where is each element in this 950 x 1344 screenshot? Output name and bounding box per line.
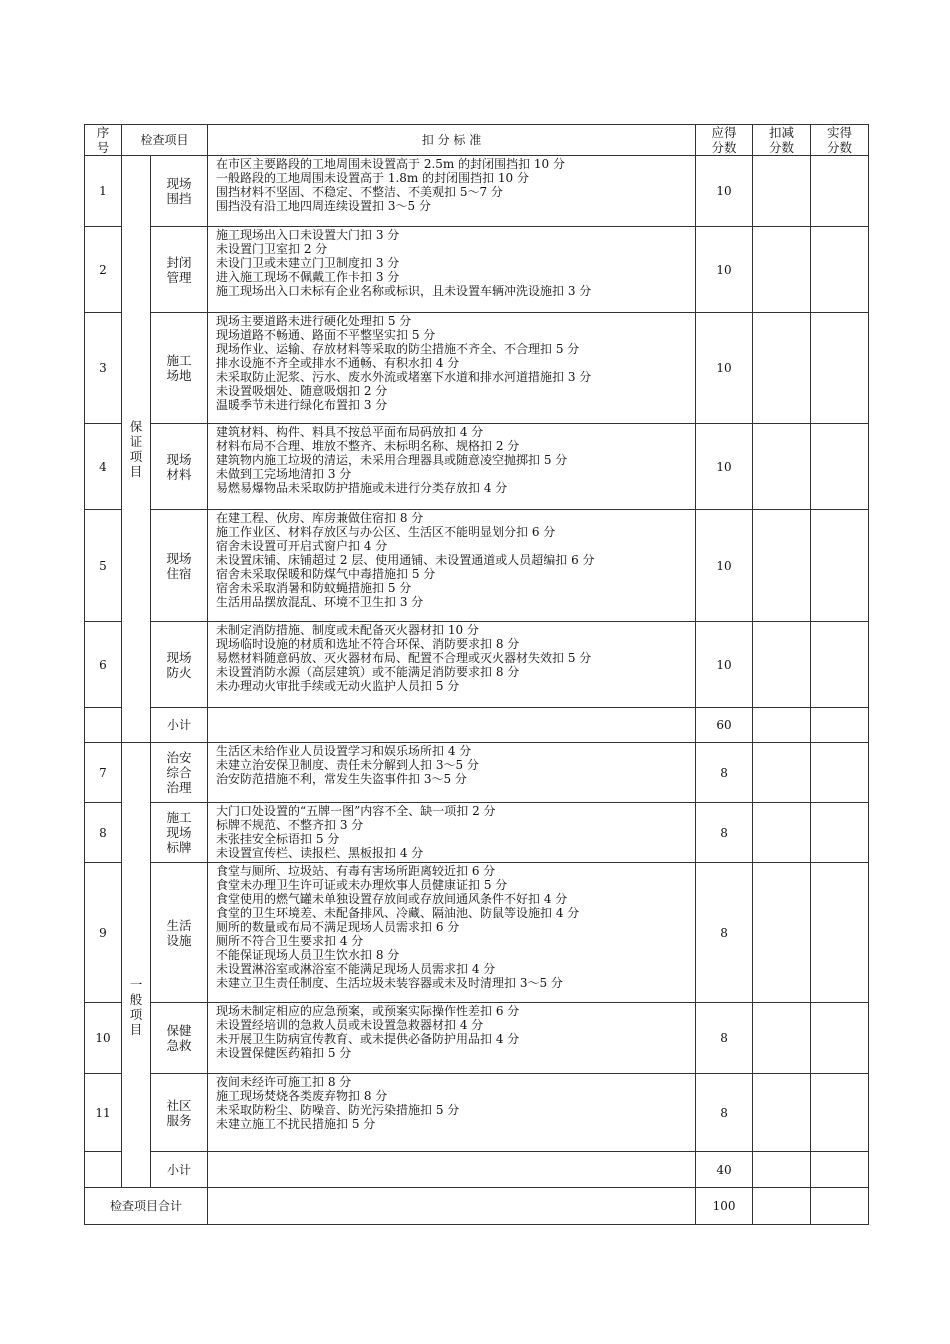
- criteria-line: 现场未制定相应的应急预案，或预案实际操作性差扣 6 分: [216, 1004, 520, 1018]
- criteria-line: 厕所不符合卫生要求扣 4 分: [216, 934, 364, 948]
- criteria-line: 未张挂安全标语扣 5 分: [216, 832, 340, 846]
- item-name-text: 社区服务: [166, 1097, 192, 1128]
- criteria-line: 食堂的卫生环境差、未配备排风、冷藏、隔油池、防鼠等设施扣 4 分: [216, 906, 580, 920]
- deduct-score: [753, 227, 811, 313]
- criteria-line: 宿舍未采取消暑和防蚊蝇措施扣 5 分: [216, 581, 412, 595]
- criteria-line: 易燃材料随意码放、灭火器材布局、配置不合理或灭火器材失效扣 5 分: [216, 651, 592, 665]
- criteria-line: 建筑材料、构件、料具不按总平面布局码放扣 4 分: [216, 425, 484, 439]
- due-score: 10: [696, 156, 753, 227]
- due-score: 10: [696, 510, 753, 622]
- criteria-cell: [208, 1003, 696, 1074]
- due-score: 10: [696, 622, 753, 708]
- category-guarantee: [122, 156, 151, 743]
- item-name: [151, 803, 208, 863]
- header-due: 应得分数: [696, 125, 753, 156]
- actual-score: [811, 1003, 869, 1074]
- criteria-line: 未设置保健医药箱扣 5 分: [216, 1046, 352, 1060]
- criteria-line: 现场临时设施的材质和选址不符合环保、消防要求扣 8 分: [216, 637, 520, 651]
- criteria-line: 未设置消防水源（高层建筑）或不能满足消防要求扣 8 分: [216, 665, 520, 679]
- criteria-line: 未做到工完场地清扣 3 分: [216, 467, 352, 481]
- criteria-line: 未建立治安保卫制度、责任未分解到人扣 3～5 分: [216, 758, 479, 772]
- item-name-text: 封闭管理: [166, 254, 192, 285]
- row-number: 8: [85, 803, 122, 863]
- criteria-line: 未设置淋浴室或淋浴室不能满足现场人员需求扣 4 分: [216, 962, 496, 976]
- table-row: [85, 803, 869, 863]
- header-criteria: 扣 分 标 准: [208, 125, 696, 156]
- criteria-line: 建筑物内施工垃圾的清运，未采用合理器具或随意凌空抛掷扣 5 分: [216, 453, 568, 467]
- criteria-cell: [208, 510, 696, 622]
- criteria-cell: [208, 1152, 696, 1188]
- criteria-line: 夜间未经许可施工扣 8 分: [216, 1075, 352, 1089]
- criteria-line: 未采取防止泥浆、污水、废水外流或堵塞下水道和排水河道措施扣 3 分: [216, 370, 592, 384]
- actual-score: [811, 313, 869, 424]
- actual-score: [811, 156, 869, 227]
- criteria-line: 未制定消防措施、制度或未配备灭火器材扣 10 分: [216, 623, 479, 637]
- item-name: [151, 1074, 208, 1152]
- criteria-line: 治安防范措施不利，常发生失盗事件扣 3～5 分: [216, 772, 467, 786]
- criteria-line: 在市区主要路段的工地周围未设置高于 2.5m 的封闭围挡扣 10 分: [216, 157, 566, 171]
- criteria-cell: [208, 708, 696, 743]
- actual-score: [811, 622, 869, 708]
- item-name-text: 治安综合治理: [166, 750, 192, 795]
- criteria-line: 食堂未办理卫生许可证或未办理炊事人员健康证扣 5 分: [216, 878, 508, 892]
- deduct-score: [753, 510, 811, 622]
- category-guarantee-text: 保证项目: [129, 419, 143, 479]
- deduct-score: [753, 743, 811, 803]
- criteria-line: 围挡材料不坚固、不稳定、不整洁、不美观扣 5～7 分: [216, 185, 503, 199]
- criteria-line: 大门口处设置的“五牌一图”内容不全、缺一项扣 2 分: [216, 804, 496, 818]
- row-number: 3: [85, 313, 122, 424]
- criteria-cell: [208, 227, 696, 313]
- criteria-cell: [208, 424, 696, 510]
- item-name-text: 现场住宿: [166, 550, 192, 581]
- criteria-line: 未开展卫生防病宣传教育、或未提供必备防护用品扣 4 分: [216, 1032, 520, 1046]
- header-seq: 序号: [85, 125, 122, 156]
- criteria-line: 标牌不规范、不整齐扣 3 分: [216, 818, 364, 832]
- due-score: 10: [696, 424, 753, 510]
- criteria-line: 施工现场出入口未设置大门扣 3 分: [216, 228, 400, 242]
- due-score: 8: [696, 1003, 753, 1074]
- criteria-line: 不能保证现场人员卫生饮水扣 8 分: [216, 948, 400, 962]
- actual-score: [811, 1188, 869, 1225]
- row-number: 6: [85, 622, 122, 708]
- row-number: 4: [85, 424, 122, 510]
- due-score: 10: [696, 313, 753, 424]
- deduct-score: [753, 803, 811, 863]
- table-row: [85, 424, 869, 510]
- inspection-table: [84, 124, 869, 1225]
- actual-score: [811, 510, 869, 622]
- table-row: [85, 510, 869, 622]
- subtotal-score: 40: [696, 1152, 753, 1188]
- actual-score: [811, 863, 869, 1003]
- category-general-text: 一般项目: [129, 977, 143, 1037]
- table-row: [85, 622, 869, 708]
- due-score: 8: [696, 803, 753, 863]
- criteria-line: 未设置床铺、床铺超过 2 层、使用通铺、未设置通道或人员超编扣 6 分: [216, 553, 595, 567]
- criteria-cell: [208, 803, 696, 863]
- subtotal-row: [85, 708, 869, 743]
- row-number: 11: [85, 1074, 122, 1152]
- criteria-line: 未建立卫生责任制度、生活垃圾未装容器或未及时清理扣 3～5 分: [216, 976, 563, 990]
- due-score: 8: [696, 863, 753, 1003]
- criteria-line: 现场作业、运输、存放材料等采取的防尘措施不齐全、不合理扣 5 分: [216, 342, 580, 356]
- deduct-score: [753, 424, 811, 510]
- table-row: [85, 1074, 869, 1152]
- row-number: [85, 708, 122, 743]
- item-name: [151, 156, 208, 227]
- criteria-line: 一般路段的工地周围未设置高于 1.8m 的封闭围挡扣 10 分: [216, 171, 530, 185]
- criteria-line: 未采取防粉尘、防噪音、防光污染措施扣 5 分: [216, 1103, 460, 1117]
- criteria-line: 未设置宣传栏、读报栏、黑板报扣 4 分: [216, 846, 424, 860]
- row-number: 2: [85, 227, 122, 313]
- item-name-text: 施工现场标牌: [166, 810, 192, 855]
- criteria-cell: [208, 622, 696, 708]
- due-score: 8: [696, 743, 753, 803]
- criteria-line: 宿舍未设置可开启式窗户扣 4 分: [216, 539, 388, 553]
- subtotal-score: 60: [696, 708, 753, 743]
- subtotal-label: 小计: [151, 708, 208, 743]
- deduct-score: [753, 313, 811, 424]
- header-deduct: 扣减分数: [753, 125, 811, 156]
- deduct-score: [753, 1188, 811, 1225]
- item-name: [151, 743, 208, 803]
- criteria-line: 未建立施工不扰民措施扣 5 分: [216, 1117, 376, 1131]
- criteria-line: 在建工程、伙房、库房兼做住宿扣 8 分: [216, 511, 424, 525]
- criteria-line: 生活用品摆放混乱、环境不卫生扣 3 分: [216, 595, 424, 609]
- row-number: 1: [85, 156, 122, 227]
- subtotal-row: [85, 1152, 869, 1188]
- actual-score: [811, 424, 869, 510]
- subtotal-label: 小计: [151, 1152, 208, 1188]
- criteria-cell: [208, 156, 696, 227]
- row-number: 10: [85, 1003, 122, 1074]
- criteria-line: 未设置吸烟处、随意吸烟扣 2 分: [216, 384, 388, 398]
- item-name: [151, 510, 208, 622]
- criteria-line: 现场主要道路未进行硬化处理扣 5 分: [216, 314, 412, 328]
- item-name-text: 生活设施: [166, 917, 192, 948]
- due-score: 10: [696, 227, 753, 313]
- criteria-line: 未设置经培训的急救人员或未设置急救器材扣 4 分: [216, 1018, 484, 1032]
- actual-score: [811, 708, 869, 743]
- actual-score: [811, 803, 869, 863]
- row-number: 5: [85, 510, 122, 622]
- table-row: [85, 863, 869, 1003]
- actual-score: [811, 1152, 869, 1188]
- criteria-line: 生活区未给作业人员设置学习和娱乐场所扣 4 分: [216, 744, 472, 758]
- deduct-score: [753, 1074, 811, 1152]
- item-name: [151, 424, 208, 510]
- criteria-line: 未设置门卫室扣 2 分: [216, 242, 328, 256]
- criteria-line: 温暖季节未进行绿化布置扣 3 分: [216, 398, 388, 412]
- item-name: [151, 1003, 208, 1074]
- row-number: [85, 1152, 122, 1188]
- header-item: 检查项目: [122, 125, 208, 156]
- criteria-line: 易燃易爆物品未采取防护措施或未进行分类存放扣 4 分: [216, 481, 508, 495]
- item-name-text: 现场防火: [166, 649, 192, 680]
- item-name-text: 现场围挡: [166, 176, 192, 206]
- item-name: [151, 622, 208, 708]
- actual-score: [811, 743, 869, 803]
- header-actual: 实得分数: [811, 125, 869, 156]
- due-score: 8: [696, 1074, 753, 1152]
- item-name: [151, 313, 208, 424]
- criteria-line: 宿舍未采取保暖和防煤气中毒措施扣 5 分: [216, 567, 436, 581]
- criteria-line: 进入施工现场不佩戴工作卡扣 3 分: [216, 270, 400, 284]
- criteria-line: 施工现场焚烧各类废弃物扣 8 分: [216, 1089, 388, 1103]
- criteria-line: 施工现场出入口未标有企业名称或标识，且未设置车辆冲洗设施扣 3 分: [216, 284, 592, 298]
- criteria-line: 围挡没有沿工地四周连续设置扣 3～5 分: [216, 199, 431, 213]
- criteria-line: 未设门卫或未建立门卫制度扣 3 分: [216, 256, 400, 270]
- item-name: [151, 227, 208, 313]
- table-row: [85, 156, 869, 227]
- criteria-line: 食堂与厕所、垃圾站、有毒有害场所距离较近扣 6 分: [216, 864, 496, 878]
- deduct-score: [753, 708, 811, 743]
- total-label: 检查项目合计: [85, 1188, 208, 1225]
- criteria-line: 施工作业区、材料存放区与办公区、生活区不能明显划分扣 6 分: [216, 525, 556, 539]
- criteria-line: 未办理动火审批手续或无动火监护人员扣 5 分: [216, 679, 460, 693]
- deduct-score: [753, 1003, 811, 1074]
- row-number: 7: [85, 743, 122, 803]
- criteria-cell: [208, 743, 696, 803]
- table-row: [85, 313, 869, 424]
- criteria-cell: [208, 1074, 696, 1152]
- item-name: [151, 863, 208, 1003]
- criteria-cell: [208, 1188, 696, 1225]
- criteria-cell: [208, 313, 696, 424]
- item-name-text: 保健急救: [166, 1023, 192, 1053]
- header-row: [85, 125, 869, 156]
- total-score: 100: [696, 1188, 753, 1225]
- actual-score: [811, 1074, 869, 1152]
- deduct-score: [753, 1152, 811, 1188]
- table-row: [85, 227, 869, 313]
- criteria-line: 材料布局不合理、堆放不整齐、未标明名称、规格扣 2 分: [216, 439, 520, 453]
- item-name-text: 现场材料: [166, 451, 192, 482]
- criteria-line: 排水设施不齐全或排水不通畅、有积水扣 4 分: [216, 356, 460, 370]
- row-number: 9: [85, 863, 122, 1003]
- table-row: [85, 743, 869, 803]
- deduct-score: [753, 156, 811, 227]
- deduct-score: [753, 863, 811, 1003]
- deduct-score: [753, 622, 811, 708]
- criteria-line: 厕所的数量或布局不满足现场人员需求扣 6 分: [216, 920, 460, 934]
- actual-score: [811, 227, 869, 313]
- table-row: [85, 1003, 869, 1074]
- criteria-cell: [208, 863, 696, 1003]
- item-name-text: 施工场地: [166, 353, 192, 383]
- category-general: [122, 743, 151, 1188]
- criteria-line: 现场道路不畅通、路面不平整坚实扣 5 分: [216, 328, 436, 342]
- total-row: [85, 1188, 869, 1225]
- criteria-line: 食堂使用的燃气罐未单独设置存放间或存放间通风条件不好扣 4 分: [216, 892, 568, 906]
